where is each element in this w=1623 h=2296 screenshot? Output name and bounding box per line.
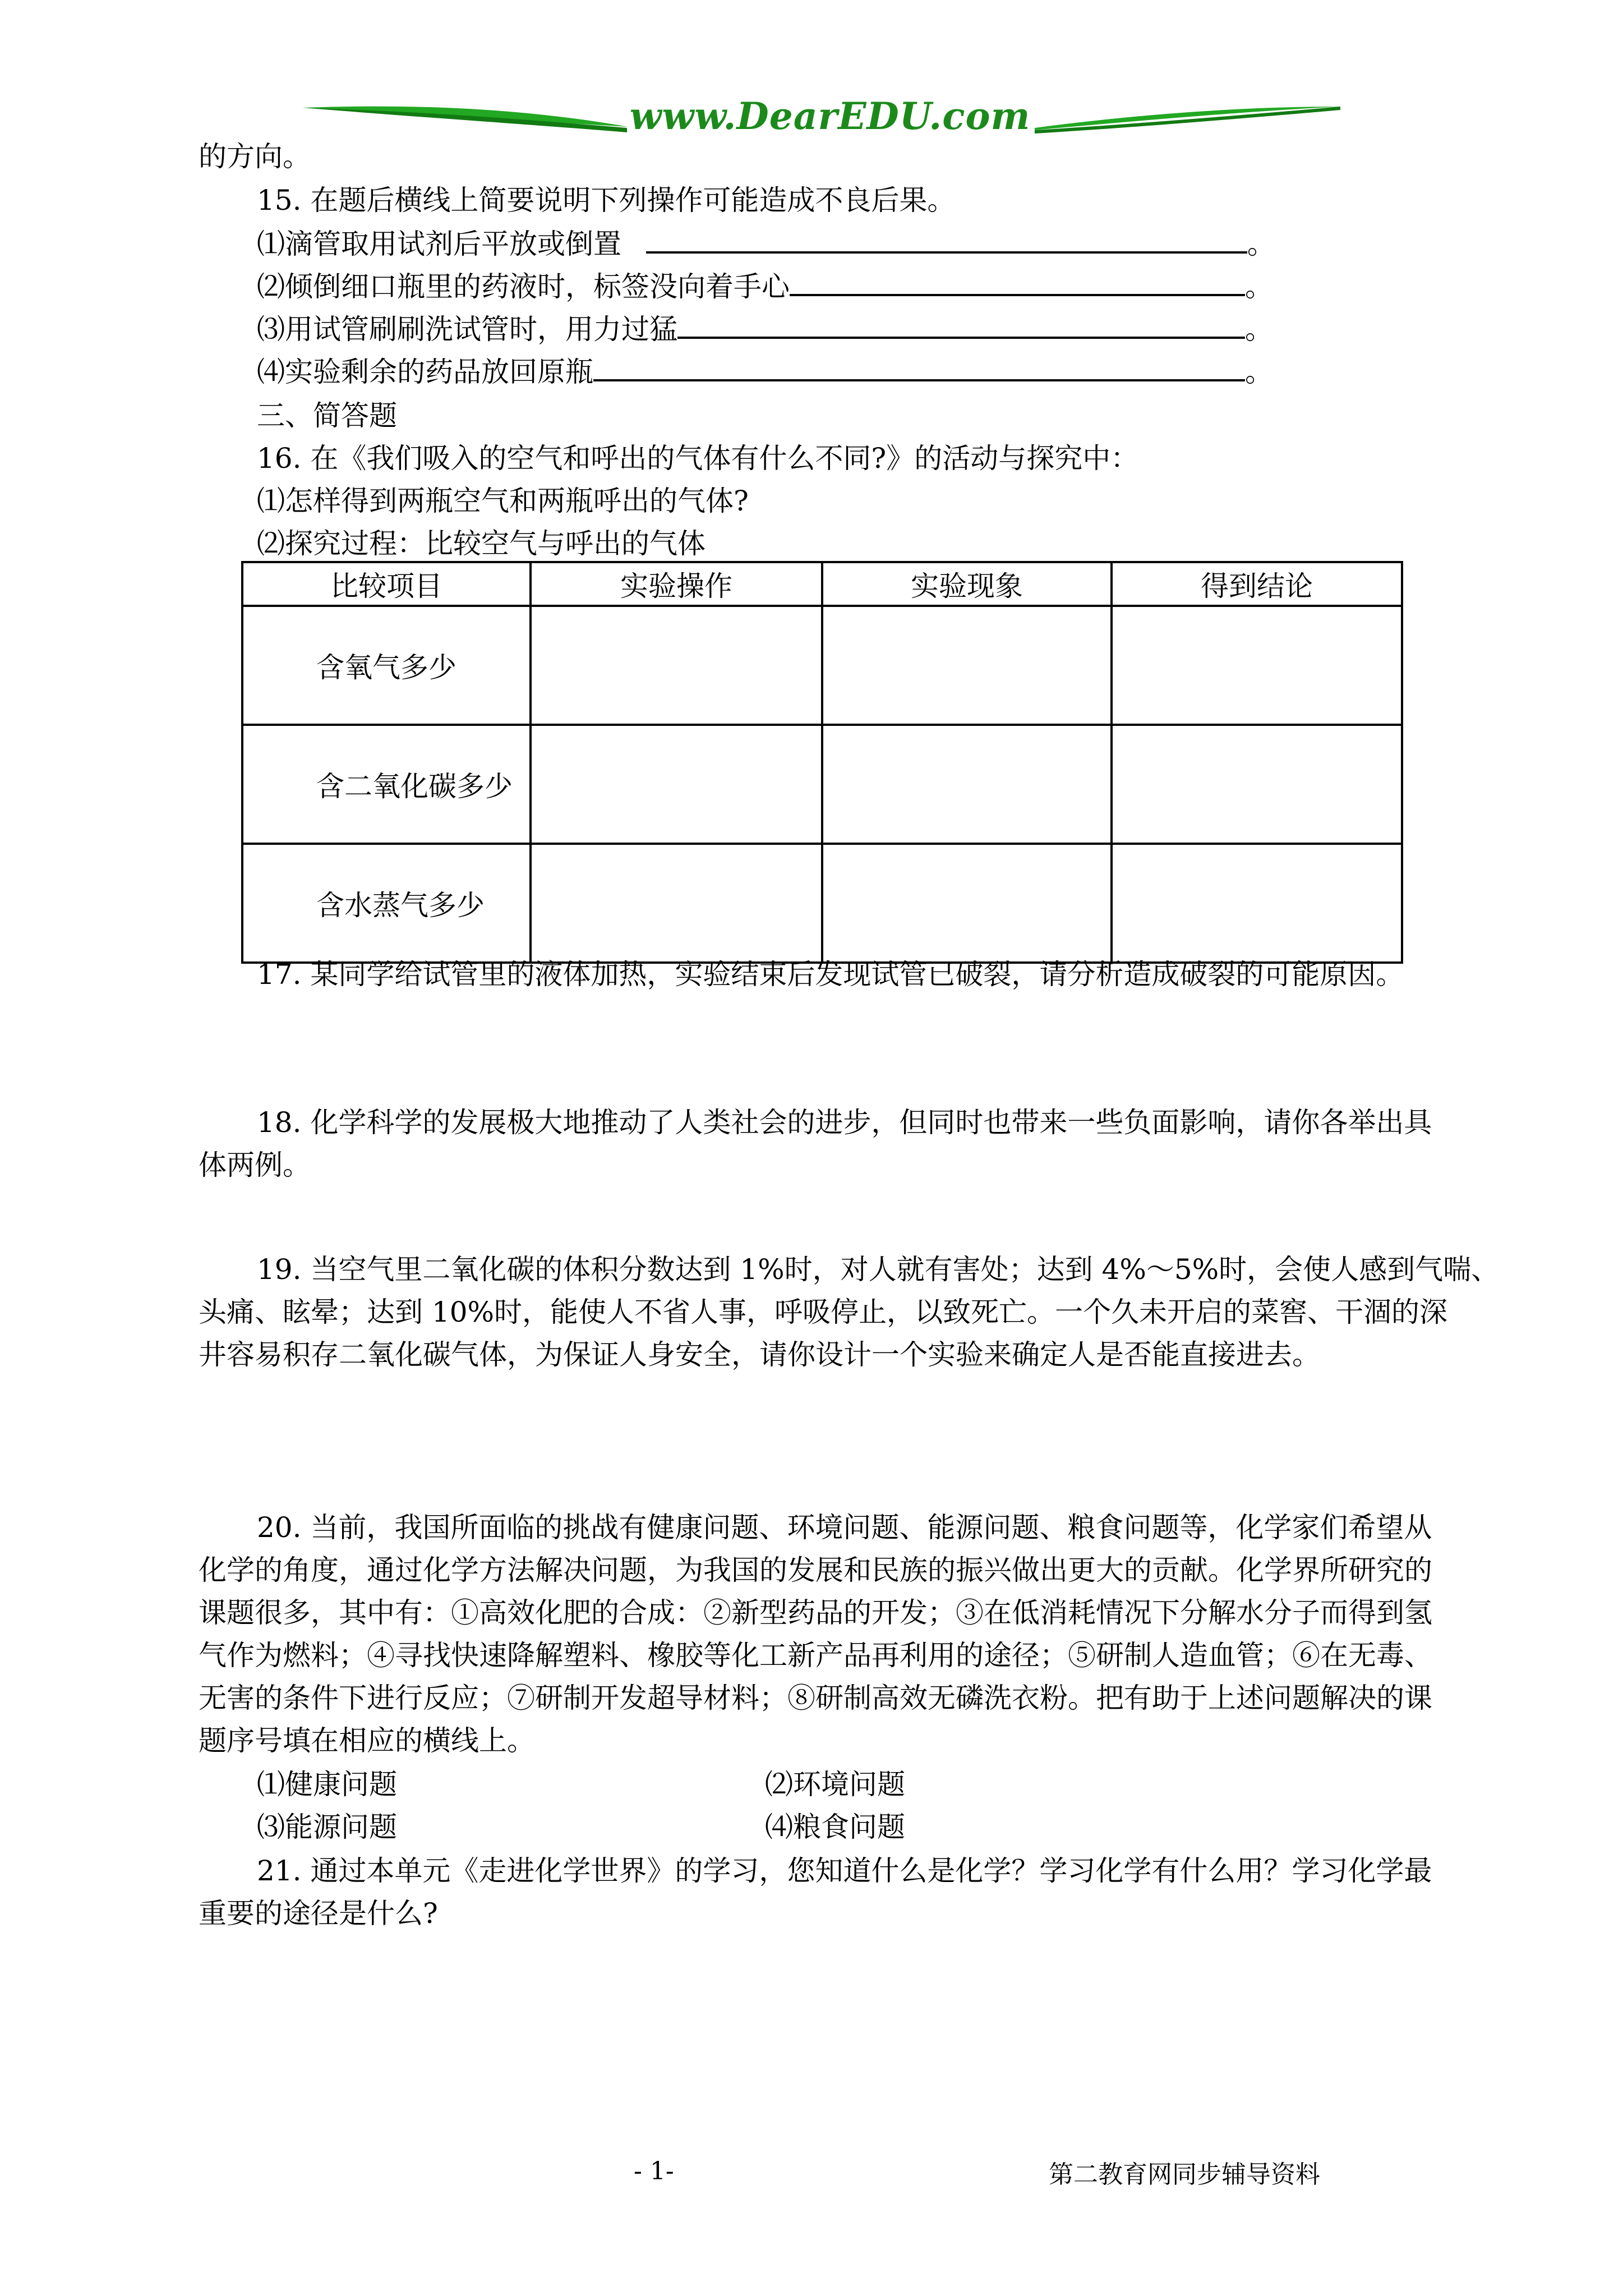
question-19-cont: 井容易积存二氧化碳气体，为保证人身安全，请你设计一个实验来确定人是否能直接进去。 (199, 1338, 1320, 1371)
answer-blank[interactable] (646, 226, 1247, 254)
period: 。 (1245, 356, 1273, 388)
question-21: 21. 通过本单元《走进化学世界》的学习，您知道什么是化学？学习化学有什么用？学习化学最 (257, 1855, 1432, 1887)
item-text: ⑷实验剩余的药品放回原瓶 (257, 356, 593, 388)
answer-blank[interactable] (593, 353, 1245, 381)
answer-cell[interactable] (822, 606, 1112, 725)
item-text: ⑴滴管取用试剂后平放或倒置 (257, 228, 621, 260)
question-18-cont: 体两例。 (199, 1149, 311, 1181)
footer-note: 第二教育网同步辅导资料 (1049, 2160, 1320, 2189)
question-19: 19. 当空气里二氧化碳的体积分数达到 1%时，对人就有害处；达到 4%～5%时，会使人感到气喘、 (257, 1253, 1500, 1286)
table-header-cell: 实验现象 (822, 562, 1112, 606)
section-heading: 三、简答题 (257, 399, 397, 432)
table-header-cell: 实验操作 (531, 562, 822, 606)
answer-blank[interactable] (677, 311, 1245, 339)
question-16-item-1: ⑴怎样得到两瓶空气和两瓶呼出的气体? (257, 485, 749, 517)
item-text: ⑵倾倒细口瓶里的药液时，标签没向着手心 (257, 270, 790, 303)
question-20-cont: 气作为燃料；④寻找快速降解塑料、橡胶等化工新产品再利用的途径；⑤研制人造血管；⑥在无毒、 (199, 1639, 1432, 1672)
answer-cell[interactable] (822, 844, 1112, 963)
question-20-item-4: ⑷粮食问题 (765, 1811, 905, 1843)
question-15-item-4 (257, 352, 1623, 392)
question-20-cont: 课题很多，其中有：①高效化肥的合成：②新型药品的开发；③在低消耗情况下分解水分子而得到氢 (199, 1596, 1432, 1629)
question-20-cont: 无害的条件下进行反应；⑦研制开发超导材料；⑧研制高效无磷洗衣粉。把有助于上述问题解决的课 (199, 1682, 1432, 1714)
answer-cell[interactable] (1112, 606, 1402, 725)
question-15-item-1 (257, 224, 1623, 264)
question-20: 20. 当前，我国所面临的挑战有健康问题、环境问题、能源问题、粮食问题等，化学家们希望从 (257, 1511, 1432, 1544)
question-15-item-3 (257, 310, 1623, 349)
answer-cell[interactable] (531, 606, 822, 725)
question-20-item-2: ⑵环境问题 (765, 1768, 905, 1801)
item-text: ⑶用试管刷刷洗试管时，用力过猛 (257, 313, 677, 346)
period: 。 (1245, 270, 1273, 303)
question-19-cont: 头痛、眩晕；达到 10%时，能使人不省人事，呼吸停止，以致死亡。一个久未开启的菜窖、干涸的深 (199, 1296, 1448, 1328)
question-15-item-2 (257, 267, 1623, 306)
row-label: 含氧气多少 (242, 606, 531, 725)
answer-cell[interactable] (1112, 725, 1402, 844)
row-label: 含二氧化碳多少 (242, 725, 531, 844)
table-header-cell: 得到结论 (1112, 562, 1402, 606)
site-brand-logo[interactable]: www.DearEDU.com (629, 94, 1031, 138)
row-label: 含水蒸气多少 (242, 844, 531, 963)
answer-cell[interactable] (531, 725, 822, 844)
period: 。 (1245, 313, 1273, 346)
question-16-item-2: ⑵探究过程：比较空气与呼出的气体 (257, 527, 706, 560)
text-line: 的方向。 (199, 140, 311, 173)
answer-cell[interactable] (822, 725, 1112, 844)
question-17: 17. 某同学给试管里的液体加热，实验结束后发现试管已破裂，请分析造成破裂的可能原因。 (257, 958, 1404, 991)
comparison-table (241, 561, 1403, 964)
answer-cell[interactable] (531, 844, 822, 963)
question-18: 18. 化学科学的发展极大地推动了人类社会的进步，但同时也带来一些负面影响，请你各举出具 (257, 1106, 1432, 1139)
question-20-item-1: ⑴健康问题 (257, 1768, 397, 1801)
question-20-cont: 题序号填在相应的横线上。 (199, 1724, 535, 1757)
table-header-cell: 比较项目 (242, 562, 531, 606)
table-row (242, 725, 1402, 844)
table-row (242, 844, 1402, 963)
question-20-item-3: ⑶能源问题 (257, 1811, 397, 1843)
question-21-cont: 重要的途径是什么? (199, 1897, 438, 1930)
period: 。 (1247, 228, 1275, 260)
question-20-cont: 化学的角度，通过化学方法解决问题，为我国的发展和民族的振兴做出更大的贡献。化学界所研究的 (199, 1554, 1432, 1586)
question-16: 16. 在《我们吸入的空气和呼出的气体有什么不同?》的活动与探究中： (257, 442, 1139, 475)
table-header-row (242, 562, 1402, 606)
table-row (242, 606, 1402, 725)
answer-cell[interactable] (1112, 844, 1402, 963)
question-15: 15. 在题后横线上简要说明下列操作可能造成不良后果。 (257, 184, 956, 217)
page-number: - 1- (634, 2157, 674, 2185)
answer-blank[interactable] (790, 268, 1245, 296)
